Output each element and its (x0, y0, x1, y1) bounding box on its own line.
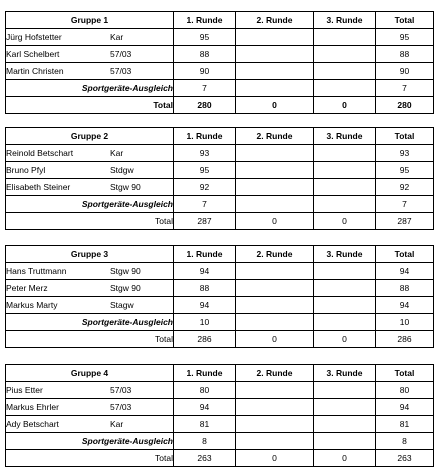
total-r1: 280 (174, 97, 236, 114)
shooter-name: Hans Truttmann (6, 266, 67, 276)
shooter-cell (6, 179, 174, 196)
header-row (6, 246, 434, 263)
shooter-club: 57/03 (110, 66, 132, 76)
score-r3 (314, 263, 376, 280)
score-total: 95 (376, 162, 434, 179)
score-r3 (314, 29, 376, 46)
total-r2: 0 (236, 450, 314, 467)
total-total: 280 (376, 97, 434, 114)
shooter-cell (6, 263, 174, 280)
total-r2: 0 (236, 213, 314, 230)
total-label: Total (6, 450, 174, 467)
score-r1: 94 (174, 399, 236, 416)
header-r3: 3. Runde (314, 365, 376, 382)
shooter-club: 57/03 (110, 385, 132, 395)
score-r3 (314, 179, 376, 196)
total-total: 263 (376, 450, 434, 467)
ausgleich-row (6, 80, 434, 97)
ausgleich-label: Sportgeräte-Ausgleich (6, 433, 174, 450)
score-total: 94 (376, 297, 434, 314)
total-r3: 0 (314, 331, 376, 348)
score-total: 90 (376, 63, 434, 80)
table-row (6, 29, 434, 46)
header-r2: 2. Runde (236, 128, 314, 145)
ausgleich-r1: 10 (174, 314, 236, 331)
table-row (6, 416, 434, 433)
score-r2 (236, 46, 314, 63)
score-total: 94 (376, 399, 434, 416)
ausgleich-label: Sportgeräte-Ausgleich (6, 196, 174, 213)
header-r1: 1. Runde (174, 365, 236, 382)
ausgleich-total: 10 (376, 314, 434, 331)
score-r1: 93 (174, 145, 236, 162)
group-table (5, 364, 434, 467)
group-table (5, 245, 434, 348)
total-r1: 263 (174, 450, 236, 467)
table-row (6, 145, 434, 162)
score-r1: 88 (174, 280, 236, 297)
score-r3 (314, 399, 376, 416)
score-total: 88 (376, 280, 434, 297)
header-row (6, 12, 434, 29)
score-r3 (314, 63, 376, 80)
table-row (6, 280, 434, 297)
score-r2 (236, 280, 314, 297)
shooter-club: Stagw (110, 300, 134, 310)
score-r2 (236, 162, 314, 179)
score-r3 (314, 416, 376, 433)
shooter-name: Bruno Pfyl (6, 165, 46, 175)
header-r2: 2. Runde (236, 246, 314, 263)
ausgleich-r1: 7 (174, 196, 236, 213)
ausgleich-label: Sportgeräte-Ausgleich (6, 80, 174, 97)
table-row (6, 382, 434, 399)
ausgleich-row (6, 433, 434, 450)
table-row (6, 179, 434, 196)
shooter-cell (6, 46, 174, 63)
shooter-cell (6, 297, 174, 314)
score-total: 93 (376, 145, 434, 162)
shooter-name: Peter Merz (6, 283, 48, 293)
shooter-name: Pius Etter (6, 385, 43, 395)
shooter-name: Markus Marty (6, 300, 58, 310)
table-row (6, 46, 434, 63)
total-r2: 0 (236, 331, 314, 348)
shooter-name: Ady Betschart (6, 419, 59, 429)
total-label: Total (6, 213, 174, 230)
score-total: 94 (376, 263, 434, 280)
total-r3: 0 (314, 450, 376, 467)
total-r1: 286 (174, 331, 236, 348)
table-row (6, 297, 434, 314)
shooter-cell (6, 162, 174, 179)
shooter-cell (6, 280, 174, 297)
score-r1: 80 (174, 382, 236, 399)
shooter-name: Elisabeth Steiner (6, 182, 71, 192)
total-row (6, 213, 434, 230)
score-r2 (236, 416, 314, 433)
score-r3 (314, 382, 376, 399)
score-r2 (236, 263, 314, 280)
ausgleich-r1: 8 (174, 433, 236, 450)
score-r1: 81 (174, 416, 236, 433)
shooter-cell (6, 63, 174, 80)
ausgleich-label: Sportgeräte-Ausgleich (6, 314, 174, 331)
shooter-cell (6, 416, 174, 433)
score-r3 (314, 46, 376, 63)
score-r1: 95 (174, 162, 236, 179)
ausgleich-total: 8 (376, 433, 434, 450)
score-r1: 94 (174, 297, 236, 314)
table-row (6, 63, 434, 80)
shooter-name: Markus Ehrler (6, 402, 59, 412)
header-r1: 1. Runde (174, 12, 236, 29)
total-r3: 0 (314, 97, 376, 114)
header-total: Total (376, 365, 434, 382)
shooter-club: Stgw 90 (110, 182, 141, 192)
score-r2 (236, 399, 314, 416)
total-r3: 0 (314, 213, 376, 230)
score-r2 (236, 297, 314, 314)
group-title: Gruppe 3 (6, 246, 174, 263)
ausgleich-total: 7 (376, 196, 434, 213)
ausgleich-total: 7 (376, 80, 434, 97)
total-total: 287 (376, 213, 434, 230)
shooter-cell (6, 382, 174, 399)
header-r2: 2. Runde (236, 365, 314, 382)
group-table (5, 11, 434, 114)
shooter-club: Stdgw (110, 165, 134, 175)
shooter-club: Kar (110, 148, 124, 158)
header-r3: 3. Runde (314, 128, 376, 145)
total-r2: 0 (236, 97, 314, 114)
group-table (5, 127, 434, 230)
score-r2 (236, 63, 314, 80)
score-r3 (314, 297, 376, 314)
header-r3: 3. Runde (314, 246, 376, 263)
shooter-cell (6, 145, 174, 162)
shooter-cell (6, 399, 174, 416)
score-r3 (314, 162, 376, 179)
shooter-club: 57/03 (110, 49, 132, 59)
shooter-name: Martin Christen (6, 66, 64, 76)
ausgleich-r1: 7 (174, 80, 236, 97)
shooter-club: Stgw 90 (110, 283, 141, 293)
header-row (6, 365, 434, 382)
group-title: Gruppe 1 (6, 12, 174, 29)
ausgleich-row (6, 314, 434, 331)
score-total: 81 (376, 416, 434, 433)
shooter-club: Kar (110, 32, 124, 42)
shooter-club: Kar (110, 419, 124, 429)
group-title: Gruppe 4 (6, 365, 174, 382)
header-row (6, 128, 434, 145)
score-r1: 94 (174, 263, 236, 280)
score-total: 92 (376, 179, 434, 196)
total-label: Total (6, 97, 174, 114)
score-r3 (314, 280, 376, 297)
score-r2 (236, 382, 314, 399)
score-total: 88 (376, 46, 434, 63)
score-r1: 95 (174, 29, 236, 46)
score-r1: 88 (174, 46, 236, 63)
total-label: Total (6, 331, 174, 348)
header-total: Total (376, 246, 434, 263)
total-row (6, 450, 434, 467)
table-row (6, 162, 434, 179)
score-total: 95 (376, 29, 434, 46)
shooter-name: Karl Schelbert (6, 49, 60, 59)
score-r1: 92 (174, 179, 236, 196)
shooter-club: Stgw 90 (110, 266, 141, 276)
header-r2: 2. Runde (236, 12, 314, 29)
score-r2 (236, 179, 314, 196)
table-row (6, 399, 434, 416)
shooter-name: Jürg Hofstetter (6, 32, 62, 42)
header-total: Total (376, 12, 434, 29)
shooter-name: Reinold Betschart (6, 148, 74, 158)
header-r1: 1. Runde (174, 128, 236, 145)
total-total: 286 (376, 331, 434, 348)
total-r1: 287 (174, 213, 236, 230)
ausgleich-row (6, 196, 434, 213)
score-r2 (236, 29, 314, 46)
score-r2 (236, 145, 314, 162)
score-r3 (314, 145, 376, 162)
score-r1: 90 (174, 63, 236, 80)
header-r1: 1. Runde (174, 246, 236, 263)
total-row (6, 331, 434, 348)
shooter-club: 57/03 (110, 402, 132, 412)
total-row (6, 97, 434, 114)
shooter-cell (6, 29, 174, 46)
score-total: 80 (376, 382, 434, 399)
table-row (6, 263, 434, 280)
header-total: Total (376, 128, 434, 145)
header-r3: 3. Runde (314, 12, 376, 29)
group-title: Gruppe 2 (6, 128, 174, 145)
